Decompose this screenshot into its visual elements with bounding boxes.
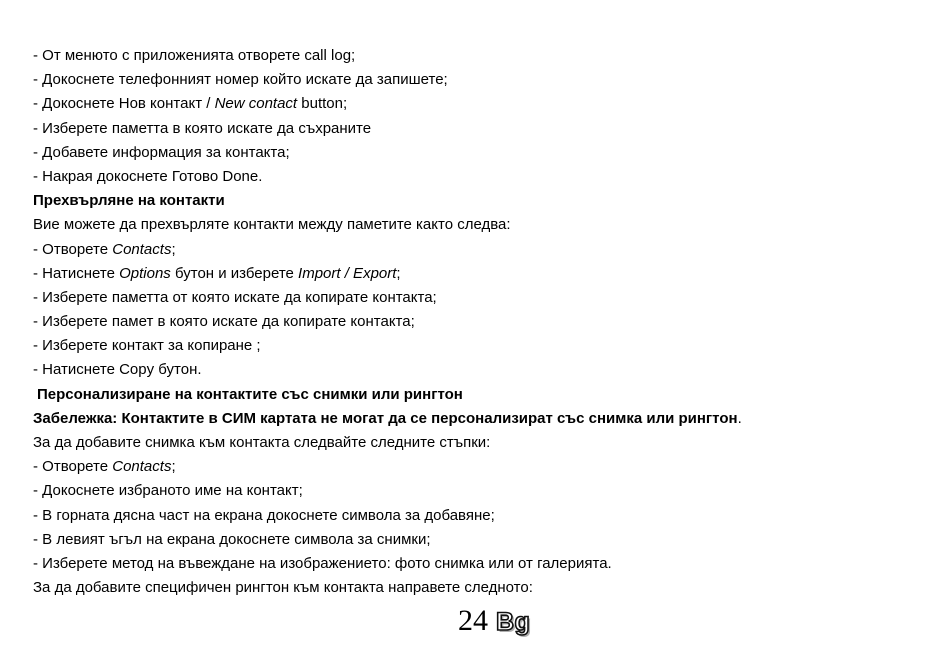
italic-term: Contacts (112, 458, 172, 476)
step-line: - Изберете паметта от която искате да копирате контакта; (33, 288, 437, 306)
italic-term: Options (119, 264, 171, 282)
line-text: - Отворете (33, 240, 113, 258)
page-footer (458, 603, 530, 639)
step-line: - Натиснете Copy бутон. (33, 361, 202, 379)
step-line: - Добавете информация за контакта; (33, 143, 290, 161)
line-text: ; (396, 264, 401, 282)
paragraph-line: За да добавите специфичен рингтон към контакта направете следното: (33, 579, 533, 597)
step-line: - Изберете метод на въвеждане на изображението: фото снимка или от галерията. (33, 554, 612, 572)
step-line (33, 238, 923, 262)
step-line: - В левият ъгъл на екрана докоснете символа за снимки; (33, 530, 431, 548)
step-line: - Изберете паметта в която искате да съхраните (33, 119, 372, 137)
line-text: - Докоснете Нов контакт / (33, 95, 215, 113)
line-text: . (737, 409, 742, 427)
line-text: ; (171, 458, 176, 476)
section-heading: Прехвърляне на контакти (33, 192, 225, 210)
step-line (33, 262, 923, 286)
note-line (33, 407, 923, 431)
document-body (33, 44, 923, 600)
step-line: - Изберете памет в която искате да копирате контакта; (33, 313, 415, 331)
step-line (33, 455, 923, 479)
line-text: button; (297, 95, 348, 113)
line-text: - Натиснете (33, 264, 120, 282)
note-text: Забележка: Контактите в СИМ картата не могат да се персонализират със снимка или рингтон (33, 409, 738, 427)
step-line: - Накрая докоснете Готово Done. (33, 167, 263, 185)
paragraph-line: Вие можете да прехвърляте контакти между паметите както следва: (33, 216, 511, 234)
italic-term: Import / Export (298, 264, 397, 282)
paragraph-line: За да добавите снимка към контакта следвайте следните стъпки: (33, 434, 491, 451)
line-text: бутон и изберете (170, 264, 299, 282)
step-line: - От менюто с приложенията отворете call log; (33, 47, 356, 64)
line-text: ; (171, 240, 176, 258)
step-line: - В горната дясна част на екрана докоснете символа за добавяне; (33, 506, 495, 524)
line-text: - Отворете (33, 458, 113, 476)
italic-term: New contact (214, 95, 298, 113)
step-line (33, 92, 923, 116)
step-line: - Изберете контакт за копиране ; (33, 337, 261, 355)
italic-term: Contacts (112, 240, 172, 258)
page-number: 24 (458, 604, 488, 637)
step-line: - Докоснете избраното име на контакт; (33, 482, 303, 500)
language-code: Bg (496, 608, 531, 636)
step-line: - Докоснете телефонният номер който искате да запишете; (33, 71, 448, 89)
section-heading: Персонализиране на контактите със снимки или рингтон (37, 385, 463, 403)
